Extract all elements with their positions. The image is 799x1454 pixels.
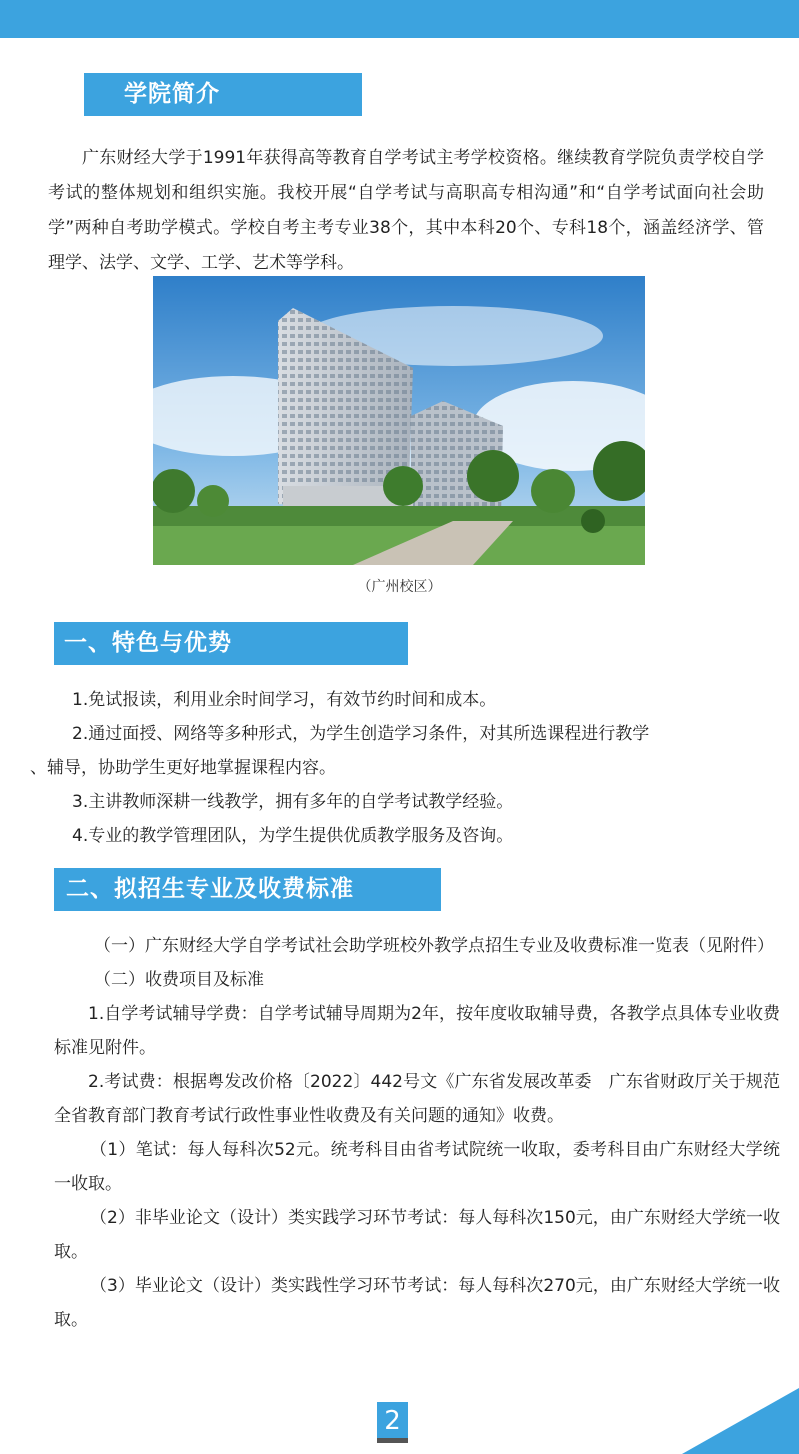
top-banner [0, 0, 799, 38]
features-list [30, 683, 760, 853]
section-title-fees: 二、拟招生专业及收费标准 [54, 868, 441, 911]
fees-paragraph: （3）毕业论文（设计）类实践性学习环节考试：每人每科次270元，由广东财经大学统一收取。 [54, 1276, 780, 1330]
list-item: 2.通过面授、网络等多种形式，为学生创造学习条件，对其所选课程进行教学 [72, 724, 650, 744]
list-item: 3.主讲教师深耕一线教学，拥有多年的自学考试教学经验。 [72, 792, 514, 812]
fees-paragraph: 1.自学考试辅导学费：自学考试辅导周期为2年，按年度收取辅导费，各教学点具体专业收费标准见附件。 [54, 1004, 780, 1058]
section-title-intro: 学院简介 [84, 73, 362, 116]
fees-paragraph: （2）非毕业论文（设计）类实践学习环节考试：每人每科次150元，由广东财经大学统一收取。 [54, 1208, 780, 1262]
list-item: 、辅导，协助学生更好地掌握课程内容。 [30, 758, 336, 778]
fees-paragraph: 2.考试费：根据粤发改价格〔2022〕442号文《广东省发展改革委 广东省财政厅关于规范全省教育部门教育考试行政性事业性收费及有关问题的通知》收费。 [54, 1072, 780, 1126]
fees-paragraph: （1）笔试：每人每科次52元。统考科目由省考试院统一收取，委考科目由广东财经大学统一收取。 [54, 1140, 780, 1194]
fees-content [54, 929, 780, 1337]
photo-caption: （广州校区） [357, 579, 442, 595]
fees-paragraph: （二）收费项目及标准 [94, 970, 264, 990]
section-title-features: 一、特色与优势 [54, 622, 408, 665]
fees-paragraph: （一）广东财经大学自学考试社会助学班校外教学点招生专业及收费标准一览表（见附件） [94, 936, 774, 956]
intro-paragraph: 广东财经大学于1991年获得高等教育自学考试主考学校资格。继续教育学院负责学校自学考试的整体规划和组织实施。我校开展“自学考试与高职高专相沟通”和“自学考试面向社会助学”两种自考助学模式。学校自考主考专业38个，其中本科20个、专科18个，涵盖经济学、管理学、法学、文学、工学、艺术等学科。 [48, 148, 764, 273]
list-item: 1.免试报读，利用业余时间学习，有效节约时间和成本。 [72, 690, 497, 710]
list-item: 4.专业的教学管理团队，为学生提供优质教学服务及咨询。 [72, 826, 514, 846]
page-number: 2 [377, 1402, 408, 1443]
campus-photo [153, 276, 645, 565]
